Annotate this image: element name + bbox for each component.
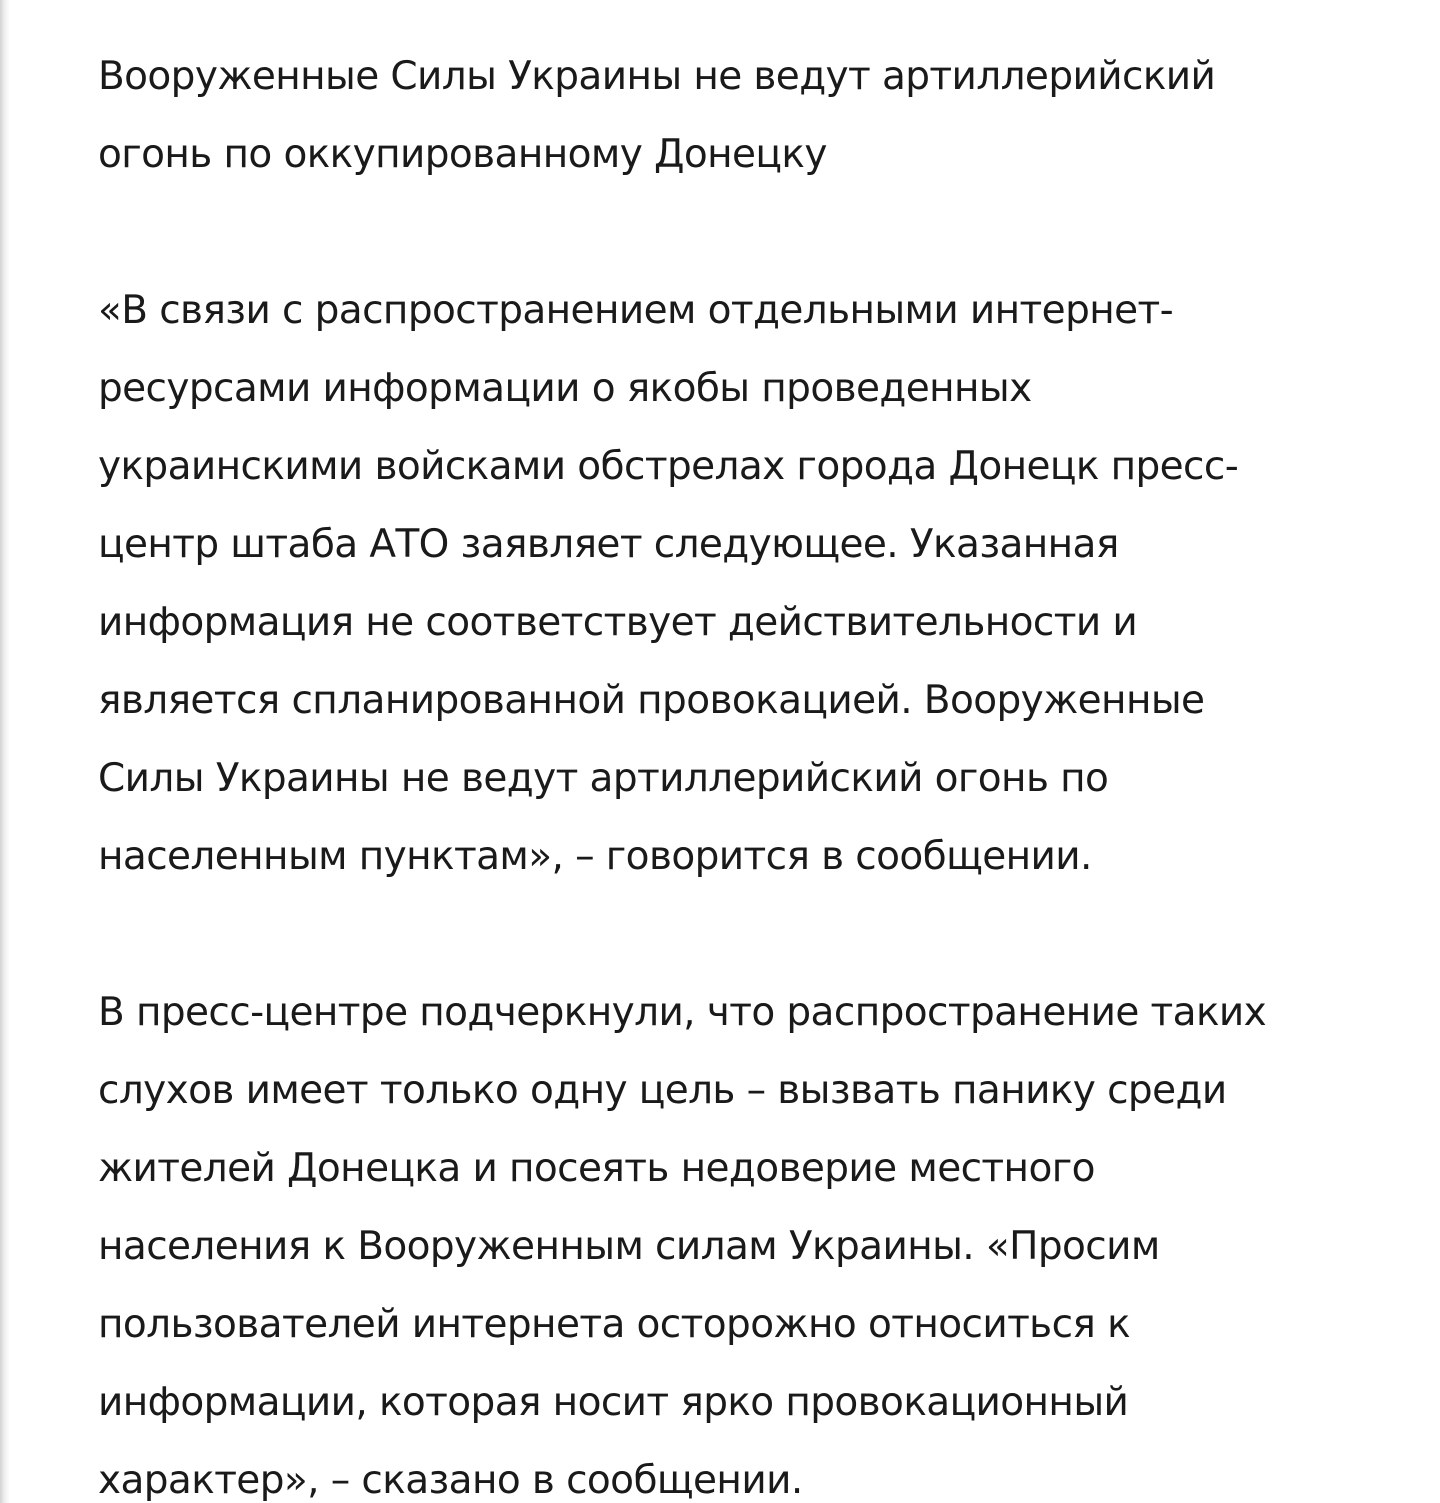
- paragraph-quote: [98, 272, 1398, 896]
- text-line: является спланированной провокацией. Вооруженные: [98, 678, 1205, 723]
- text-line: населения к Вооруженным силам Украины. «Просим: [98, 1224, 1160, 1269]
- text-line: «В связи с распространением отдельными интернет-: [98, 288, 1174, 333]
- text-line: Вооруженные Силы Украины не ведут артиллерийский: [98, 54, 1216, 99]
- left-border-rule: [0, 0, 10, 1503]
- paragraph-lead: [98, 38, 1398, 194]
- text-line: жителей Донецка и посеять недоверие местного: [98, 1146, 1095, 1191]
- text-line: ресурсами информации о якобы проведенных: [98, 366, 1032, 411]
- text-line: информация не соответствует действительности и: [98, 600, 1138, 645]
- text-line: Силы Украины не ведут артиллерийский огонь по: [98, 756, 1109, 801]
- text-line: В пресс-центре подчеркнули, что распространение таких: [98, 990, 1267, 1035]
- text-line: слухов имеет только одну цель – вызвать панику среди: [98, 1068, 1227, 1113]
- text-line: информации, которая носит ярко провокационный: [98, 1380, 1129, 1425]
- text-line: центр штаба АТО заявляет следующее. Указанная: [98, 522, 1119, 567]
- text-line: пользователей интернета осторожно относиться к: [98, 1302, 1131, 1347]
- article-body: [98, 38, 1398, 1503]
- paragraph-press-center: [98, 974, 1398, 1503]
- text-line: украинскими войсками обстрелах города Донецк пресс-: [98, 444, 1239, 489]
- text-line: населенным пунктам», – говорится в сообщении.: [98, 834, 1092, 879]
- text-line: огонь по оккупированному Донецку: [98, 132, 827, 177]
- text-line: характер», – сказано в сообщении.: [98, 1458, 803, 1503]
